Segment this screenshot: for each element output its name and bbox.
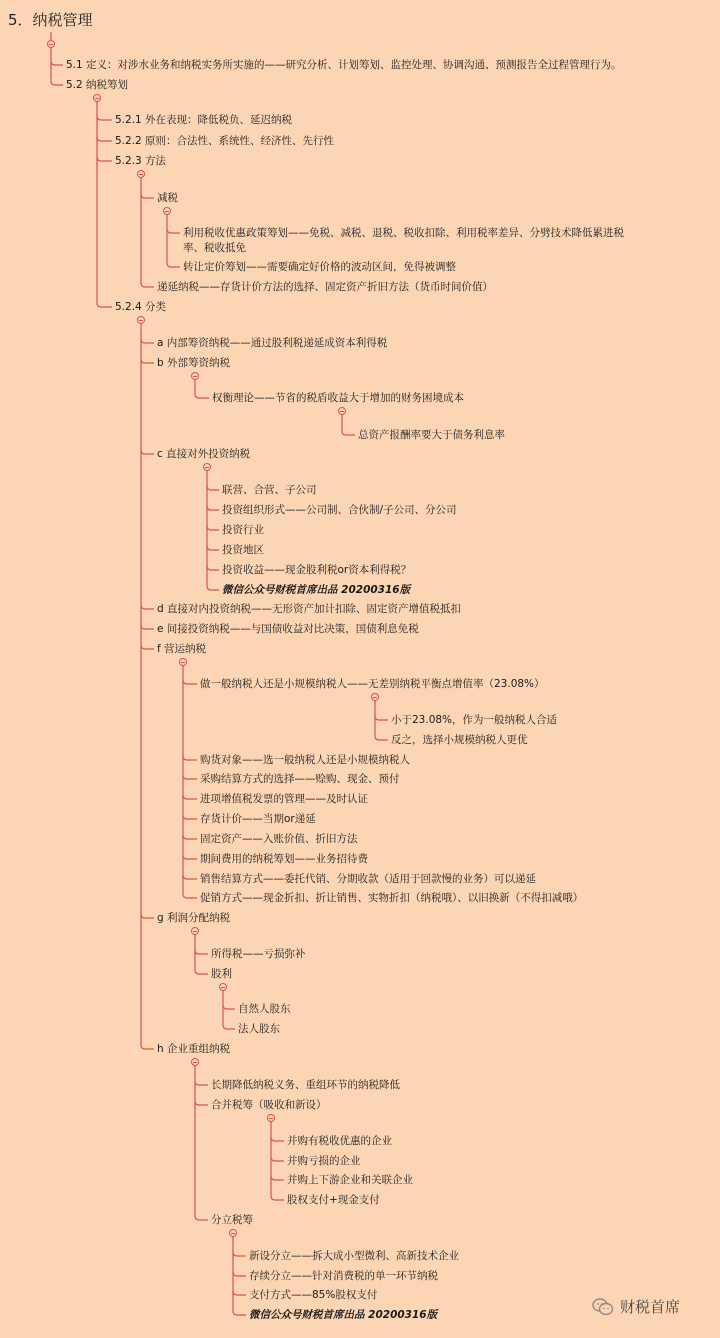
mindmap-node-zongzichan: 总资产报酬率要大于债务利息率 [358,429,505,441]
connector-n522 [97,137,112,141]
mindmap-node-g2a: 自然人股东 [238,1003,291,1015]
collapse-circle-icon[interactable] [191,372,199,380]
connector-f1b [375,736,388,740]
mindmap-node-h2a: 并购有税收优惠的企业 [287,1135,392,1147]
collapse-circle-icon[interactable] [179,658,187,666]
mindmap-node-a: a 内部筹资纳税——通过股利税递延成资本利得税 [157,337,388,349]
connector-h3b [233,1272,246,1276]
mindmap-node-h1: 长期降低纳税义务、重组环节的纳税降低 [211,1079,400,1091]
mindmap-node-diyan: 递延纳税——存货计价方法的选择、固定资产折旧方法（货币时间价值） [157,281,493,293]
watermark-text: 财税首席 [620,1298,681,1316]
mindmap-node-h2: 合并税筹（吸收和新设） [211,1099,327,1111]
connector-f9 [183,894,197,898]
collapse-circle-icon[interactable] [191,927,199,935]
connector-c [141,450,154,454]
connector-n51 [51,61,63,65]
collapse-circle-icon[interactable] [47,40,55,48]
collapse-circle-icon[interactable] [191,1058,199,1066]
mindmap-node-f1b: 反之，选择小规模纳税人更优 [391,734,528,746]
mindmap-node-f5: 存货计价——当期or递延 [200,813,316,825]
mindmap-node-h3: 分立税筹 [211,1214,253,1226]
mindmap-node-c2: 投资组织形式——公司制、合伙制/子公司、分公司 [222,504,457,516]
connector-h3d [233,1311,246,1315]
mindmap-node-zhuanrang: 转让定价筹划——需要确定好价格的波动区间，免得被调整 [183,261,456,273]
mindmap-node-h3c: 支付方式——85%股权支付 [249,1289,378,1301]
connector-youhui [167,229,180,233]
collapse-circle-icon[interactable] [203,463,211,471]
connector-f [141,645,154,649]
mindmap-node-f4: 进项增值税发票的管理——及时认证 [200,793,368,805]
connector-h2 [195,1101,208,1105]
mindmap-node-h2d: 股权支付+现金支付 [287,1194,380,1206]
connector-f1a [375,716,388,720]
mindmap-node-f9: 促销方式——现金折扣、折让销售、实物折扣（纳税哦）、以旧换新（不得扣减哦） [200,892,584,904]
mindmap-node-d: d 直接对内投资纳税——无形资产加计扣除、固定资产增值税抵扣 [157,603,462,615]
mindmap-node-c6: 微信公众号财税首席出品 20200316版 [222,584,411,596]
mindmap-node-c3: 投资行业 [222,524,264,536]
connector-h [141,1045,154,1049]
mindmap-node-n51: 5.1 定义：对涉水业务和纳税实务所实施的——研究分析、计划筹划、监控处理、协调沟通、预测报告全过程管理行为。 [66,59,622,71]
mindmap-node-g: g 利润分配纳税 [157,912,231,924]
connector-b [141,359,154,363]
connector-h2d [271,1196,284,1200]
connector-h3c [233,1291,246,1295]
connector-h2b [271,1157,284,1161]
mindmap-root-title: 5．纳税管理 [8,11,93,29]
wechat-icon [592,1297,614,1317]
mindmap-node-h2b: 并购亏损的企业 [287,1155,361,1167]
connector-c4 [207,546,219,550]
mindmap-node-f3: 采购结算方式的选择——赊购、现金、预付 [200,773,400,785]
connector-quanheng [195,394,209,398]
mindmap-node-f: f 营运纳税 [157,643,207,655]
mindmap-node-n521: 5.2.1 外在表现：降低税负、延迟纳税 [115,114,293,126]
mindmap-node-f1a: 小于23.08%，作为一般纳税人合适 [391,714,558,726]
mindmap-node-h3a: 新设分立——拆大成小型微利、高新技术企业 [249,1250,459,1262]
mindmap-node-f6: 固定资产——入账价值、折旧方法 [200,833,358,845]
mindmap-node-c5: 投资收益——现金股利税or资本利得税？ [222,564,412,576]
connector-c3 [207,526,219,530]
connector-jianshui [141,194,154,198]
connector-h2a [271,1137,284,1141]
connector-h1 [195,1081,208,1085]
mindmap-node-g2b: 法人股东 [238,1023,280,1035]
mindmap-node-f7: 期间费用的纳税筹划——业务招待费 [200,853,368,865]
connector-e [141,625,154,629]
mindmap-node-f8: 销售结算方式——委托代销、分期收款（适用于回款慢的业务）可以递延 [200,873,536,885]
connector-zongzichan [342,431,355,435]
connector-a [141,339,154,343]
mindmap-node-n522: 5.2.2 原则：合法性、系统性、经济性、先行性 [115,135,335,147]
mindmap-node-b: b 外部筹资纳税 [157,357,231,369]
collapse-circle-icon[interactable] [219,983,227,991]
mindmap-node-f2: 购货对象——选一般纳税人还是小规模纳税人 [200,754,410,766]
collapse-circle-icon[interactable] [93,94,101,102]
collapse-circle-icon[interactable] [267,1114,275,1122]
mindmap-node-jianshui: 减税 [157,192,178,204]
mindmap-node-youhui: 利用税收优惠政策筹划——免税、减税、退税、税收扣除、利用税率差异、分劈技术降低累进税率、税收抵免 [183,227,624,254]
connector-f1 [183,680,197,684]
connector-g2a [223,1005,235,1009]
watermark [592,1296,680,1317]
mindmap-node-h2c: 并购上下游企业和关联企业 [287,1174,413,1186]
connector-c1 [207,486,219,490]
connector-h2c [271,1176,284,1180]
connector-f4 [183,795,197,799]
collapse-circle-icon[interactable] [229,1229,237,1237]
connector-g2 [195,970,208,974]
connector-n524 [97,303,112,307]
mindmap-node-g2: 股利 [211,968,232,980]
connector-h3 [195,1216,208,1220]
connector-g2b [223,1025,235,1029]
connector-c6 [207,586,219,590]
connector-n523 [97,157,112,161]
mindmap-node-quanheng: 权衡理论——节省的税盾收益大于增加的财务困境成本 [212,392,464,404]
connector-f6 [183,835,197,839]
connector-n52 [51,81,63,85]
connector-g1 [195,950,208,954]
connector-f3 [183,775,197,779]
mindmap-node-f1: 做一般纳税人还是小规模纳税人——无差别纳税平衡点增值率（23.08%） [200,678,545,690]
connector-c5 [207,566,219,570]
mindmap-node-h3d: 微信公众号财税首席出品 20200316版 [249,1309,438,1321]
connector-f5 [183,815,197,819]
collapse-circle-icon[interactable] [371,693,379,701]
mindmap-node-c: c 直接对外投资纳税 [157,448,251,460]
collapse-circle-icon[interactable] [137,170,145,178]
connector-diyan [141,283,154,287]
connector-f8 [183,875,197,879]
mindmap-node-c4: 投资地区 [222,544,264,556]
connector-f7 [183,855,197,859]
connector-f2 [183,756,197,760]
connector-n521 [97,116,112,120]
connector-g [141,914,154,918]
mindmap-node-n523: 5.2.3 方法 [115,155,167,167]
connector-h3a [233,1252,246,1256]
collapse-circle-icon[interactable] [163,207,171,215]
connector-c2 [207,506,219,510]
connector-zhuanrang [167,263,180,267]
collapse-circle-icon[interactable] [338,407,346,415]
mindmap-node-g1: 所得税——亏损弥补 [211,948,306,960]
mindmap-node-n524: 5.2.4 分类 [115,301,167,313]
mindmap-node-e: e 间接投资纳税——与国债收益对比决策，国债利息免税 [157,623,419,635]
collapse-circle-icon[interactable] [137,316,145,324]
mindmap-node-n52: 5.2 纳税筹划 [66,79,129,91]
mindmap-node-h3b: 存续分立——针对消费税的单一环节纳税 [249,1270,438,1282]
mindmap-node-c1: 联营、合营、子公司 [222,484,317,496]
mindmap-node-h: h 企业重组纳税 [157,1043,230,1055]
connector-d [141,605,154,609]
